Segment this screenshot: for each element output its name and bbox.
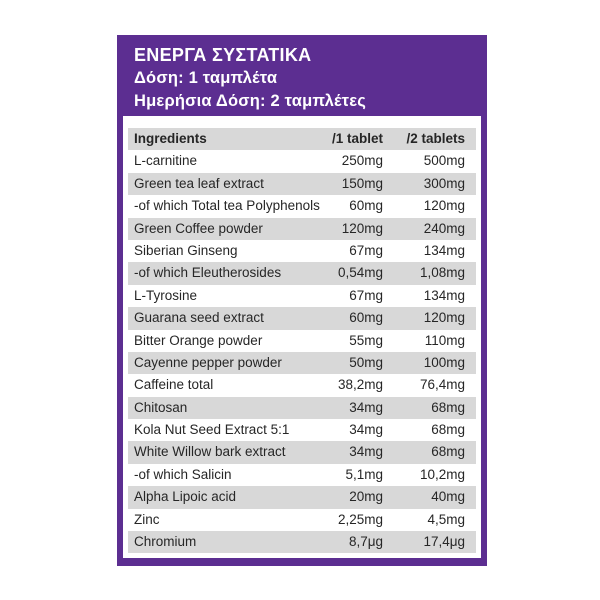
table-row bbox=[128, 531, 476, 553]
amount-per-2-tablets: 10,2mg bbox=[419, 466, 465, 482]
table-row bbox=[128, 195, 476, 217]
amount-per-2-tablets: 134mg bbox=[423, 287, 465, 303]
amount-per-1-tablet: 34mg bbox=[349, 399, 383, 415]
amount-per-1-tablet: 50mg bbox=[349, 354, 383, 370]
ingredient-name: Caffeine total bbox=[134, 377, 214, 393]
ingredient-name: Alpha Lipoic acid bbox=[134, 489, 237, 505]
amount-per-2-tablets: 120mg bbox=[423, 310, 465, 326]
amount-per-1-tablet: 0,54mg bbox=[337, 265, 383, 281]
daily-dose-line: Ημερήσια Δόση: 2 ταμπλέτες bbox=[134, 91, 367, 110]
table-row bbox=[128, 397, 476, 419]
ingredient-name: Green tea leaf extract bbox=[134, 175, 264, 191]
active-ingredients-title: ΕΝΕΡΓΑ ΣΥΣΤΑΤΙΚΑ bbox=[134, 45, 312, 65]
amount-per-1-tablet: 34mg bbox=[349, 444, 383, 460]
ingredient-name: Kola Nut Seed Extract 5:1 bbox=[134, 422, 290, 438]
table-row bbox=[128, 307, 476, 329]
table-row bbox=[128, 218, 476, 240]
amount-per-2-tablets: 300mg bbox=[423, 175, 465, 191]
table-row bbox=[128, 419, 476, 441]
amount-per-2-tablets: 240mg bbox=[423, 220, 465, 236]
table-body bbox=[128, 150, 476, 553]
ingredient-name: Chitosan bbox=[134, 399, 188, 415]
amount-per-2-tablets: 500mg bbox=[423, 153, 465, 169]
table-row bbox=[128, 150, 476, 172]
column-header-per-1-tablet: /1 tablet bbox=[331, 131, 383, 146]
amount-per-1-tablet: 150mg bbox=[341, 175, 383, 191]
amount-per-2-tablets: 134mg bbox=[423, 242, 465, 258]
amount-per-2-tablets: 40mg bbox=[431, 489, 465, 505]
ingredient-name: -of which Salicin bbox=[134, 466, 232, 482]
ingredient-name: Bitter Orange powder bbox=[134, 332, 263, 348]
amount-per-2-tablets: 4,5mg bbox=[427, 511, 465, 527]
table-row bbox=[128, 330, 476, 352]
amount-per-1-tablet: 8,7μg bbox=[348, 534, 383, 550]
amount-per-1-tablet: 60mg bbox=[349, 198, 383, 214]
table-row bbox=[128, 240, 476, 262]
amount-per-1-tablet: 67mg bbox=[349, 242, 383, 258]
amount-per-2-tablets: 17,4μg bbox=[423, 534, 465, 550]
amount-per-1-tablet: 55mg bbox=[349, 332, 383, 348]
amount-per-2-tablets: 68mg bbox=[431, 399, 465, 415]
amount-per-2-tablets: 76,4mg bbox=[419, 377, 465, 393]
amount-per-2-tablets: 1,08mg bbox=[419, 265, 465, 281]
ingredient-name: Siberian Ginseng bbox=[134, 242, 238, 258]
table-row bbox=[128, 374, 476, 396]
amount-per-2-tablets: 68mg bbox=[431, 422, 465, 438]
table-row bbox=[128, 262, 476, 284]
amount-per-1-tablet: 2,25mg bbox=[337, 511, 383, 527]
ingredient-name: -of which Total tea Polyphenols bbox=[134, 198, 320, 214]
column-header-ingredients: Ingredients bbox=[134, 131, 207, 146]
column-header-per-2-tablets: /2 tablets bbox=[406, 131, 465, 146]
amount-per-1-tablet: 5,1mg bbox=[345, 466, 383, 482]
ingredient-name: Zinc bbox=[134, 511, 160, 527]
amount-per-2-tablets: 100mg bbox=[423, 354, 465, 370]
amount-per-1-tablet: 20mg bbox=[349, 489, 383, 505]
ingredient-name: Guarana seed extract bbox=[134, 310, 264, 326]
table-row bbox=[128, 509, 476, 531]
table-row bbox=[128, 486, 476, 508]
ingredient-name: L-Tyrosine bbox=[134, 287, 198, 303]
ingredient-name: -of which Eleutherosides bbox=[134, 265, 282, 281]
ingredient-name: Green Coffee powder bbox=[134, 220, 263, 236]
dose-line: Δόση: 1 ταμπλέτα bbox=[134, 69, 278, 87]
amount-per-1-tablet: 38,2mg bbox=[337, 377, 383, 393]
ingredient-name: L-carnitine bbox=[134, 153, 198, 169]
ingredient-name: Cayenne pepper powder bbox=[134, 354, 282, 370]
amount-per-1-tablet: 67mg bbox=[349, 287, 383, 303]
table-row bbox=[128, 173, 476, 195]
amount-per-2-tablets: 120mg bbox=[423, 198, 465, 214]
amount-per-1-tablet: 120mg bbox=[341, 220, 383, 236]
table-row bbox=[128, 464, 476, 486]
table-header-row bbox=[128, 128, 476, 150]
amount-per-1-tablet: 60mg bbox=[349, 310, 383, 326]
table-row bbox=[128, 352, 476, 374]
amount-per-2-tablets: 110mg bbox=[424, 332, 465, 348]
amount-per-1-tablet: 34mg bbox=[349, 422, 383, 438]
ingredient-name: White Willow bark extract bbox=[134, 444, 286, 460]
ingredients-table bbox=[123, 116, 481, 558]
amount-per-1-tablet: 250mg bbox=[341, 153, 383, 169]
ingredient-name: Chromium bbox=[134, 534, 197, 550]
amount-per-2-tablets: 68mg bbox=[431, 444, 465, 460]
table-row bbox=[128, 285, 476, 307]
table-row bbox=[128, 441, 476, 463]
card-header bbox=[117, 35, 487, 116]
supplement-facts-card bbox=[117, 35, 487, 566]
